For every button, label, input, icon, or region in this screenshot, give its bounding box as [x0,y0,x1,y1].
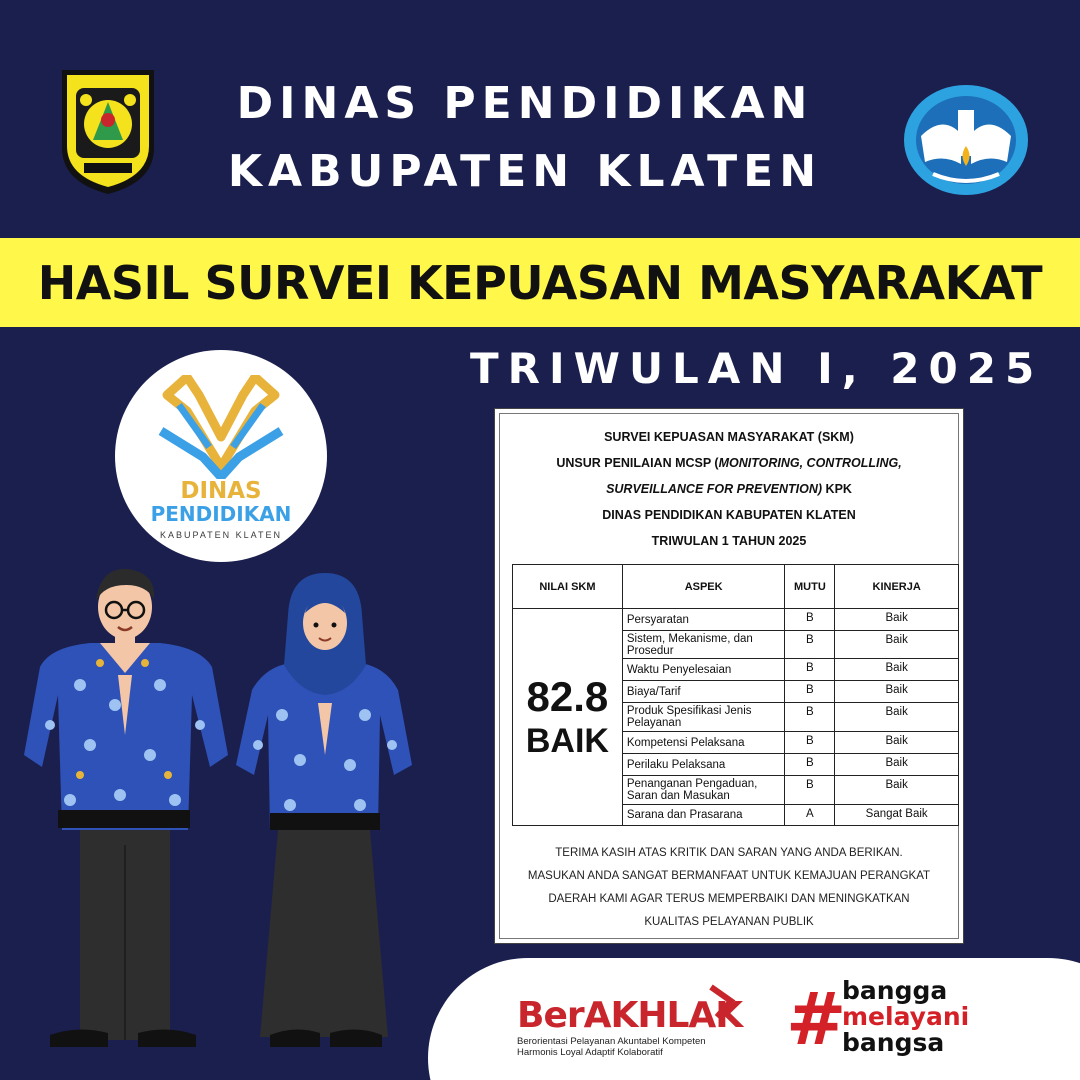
mutu-cell: B [785,659,835,681]
tut-wuri-handayani-emblem [903,84,1029,196]
thank-you-line: TERIMA KASIH ATAS KRITIK DAN SARAN YANG ANDA BERIKAN. [555,847,903,859]
mutu-cell: B [785,681,835,703]
hashtag-icon: # [786,977,847,1061]
berakhlak-tagline-1: Berorientasi Pelayanan Akuntabel Kompeten [517,1036,706,1047]
open-book-icon [157,375,285,479]
dinas-word: DINAS [180,478,262,504]
thank-you-line: DAERAH KAMI AGAR TERUS MEMPERBAIKI DAN MENINGKATKAN [548,893,910,905]
table-header-row [513,565,959,609]
aspek-cell: Produk Spesifikasi Jenis Pelayanan [622,703,785,732]
survey-banner-title: HASIL SURVEI KEPUASAN MASYARAKAT [37,255,1043,310]
bangsa-word: bangsa [842,1028,945,1057]
table-row [513,609,959,631]
mutu-cell: B [785,703,835,732]
kinerja-cell: Baik [835,703,959,732]
thank-you-note [500,842,958,934]
kinerja-cell: Baik [835,776,959,805]
skm-score-label: BAIK [525,722,609,760]
mutu-cell: B [785,776,835,805]
female-staff-figure [236,573,412,1047]
header-aspek: ASPEK [622,565,785,609]
aspek-cell: Sarana dan Prasarana [622,805,785,826]
aspek-cell: Sistem, Mekanisme, dan Prosedur [622,631,785,659]
document-title-5: TRIWULAN 1 TAHUN 2025 [651,534,807,548]
kinerja-cell: Baik [835,681,959,703]
period-label: TRIWULAN I, 2025 [470,344,1044,393]
pendidikan-word: PENDIDIKAN [150,502,292,526]
document-title-2: UNSUR PENILAIAN MCSP (MONITORING, CONTROLLING, [556,456,902,470]
aspek-cell: Kompetensi Pelaksana [622,732,785,754]
male-staff-figure [24,569,228,1047]
thank-you-line: MASUKAN ANDA SANGAT BERMANFAAT UNTUK KEMAJUAN PERANGKAT [527,870,931,882]
aspek-cell: Persyaratan [622,609,785,631]
survey-banner [0,238,1080,327]
document-title-1: SURVEI KEPUASAN MASYARAKAT (SKM) [604,430,854,444]
skm-score-cell [513,609,623,826]
berakhlak-title: BerAKHLAK [517,995,743,1036]
bangga-word: bangga [842,976,948,1005]
header-nilai-skm: NILAI SKM [513,565,623,609]
header-kinerja: KINERJA [835,565,959,609]
aspek-cell: Biaya/Tarif [622,681,785,703]
klaten-regency-emblem [58,66,158,196]
kinerja-cell: Sangat Baik [835,805,959,826]
document-heading [500,424,958,554]
kinerja-cell: Baik [835,609,959,631]
aspek-cell: Perilaku Pelaksana [622,754,785,776]
berakhlak-logo [517,995,742,1058]
staff-greeting-illustration [20,555,430,1080]
thank-you-line: KUALITAS PELAYANAN PUBLIK [644,916,814,928]
mutu-cell: B [785,631,835,659]
aspek-cell: Waktu Penyelesaian [622,659,785,681]
skm-score-value: 82.8 [526,673,609,720]
header-mutu: MUTU [785,565,835,609]
kinerja-cell: Baik [835,659,959,681]
chevron-icon [707,983,737,1023]
melayani-word: melayani [842,1002,970,1031]
kinerja-cell: Baik [835,754,959,776]
aspek-cell: Penanganan Pengaduan, Saran dan Masukan [622,776,785,805]
document-title-3: SURVEILLANCE FOR PREVENTION) KPK [606,482,852,496]
mutu-cell: B [785,732,835,754]
mutu-cell: B [785,754,835,776]
mutu-cell: B [785,609,835,631]
kabupaten-klaten-word: KABUPATEN KLATEN [159,530,283,540]
mutu-cell: A [785,805,835,826]
kinerja-cell: Baik [835,732,959,754]
header-title-line1: DINAS PENDIDIKAN [236,78,814,129]
kinerja-cell: Baik [835,631,959,659]
document-title-4: DINAS PENDIDIKAN KABUPATEN KLATEN [602,508,856,522]
survey-result-document [494,408,964,944]
skm-table [512,564,959,826]
header-title-line2: KABUPATEN KLATEN [227,146,823,197]
dinas-pendidikan-logo [115,350,327,562]
berakhlak-tagline-2: Harmonis Loyal Adaptif Kolaboratif [517,1047,663,1058]
